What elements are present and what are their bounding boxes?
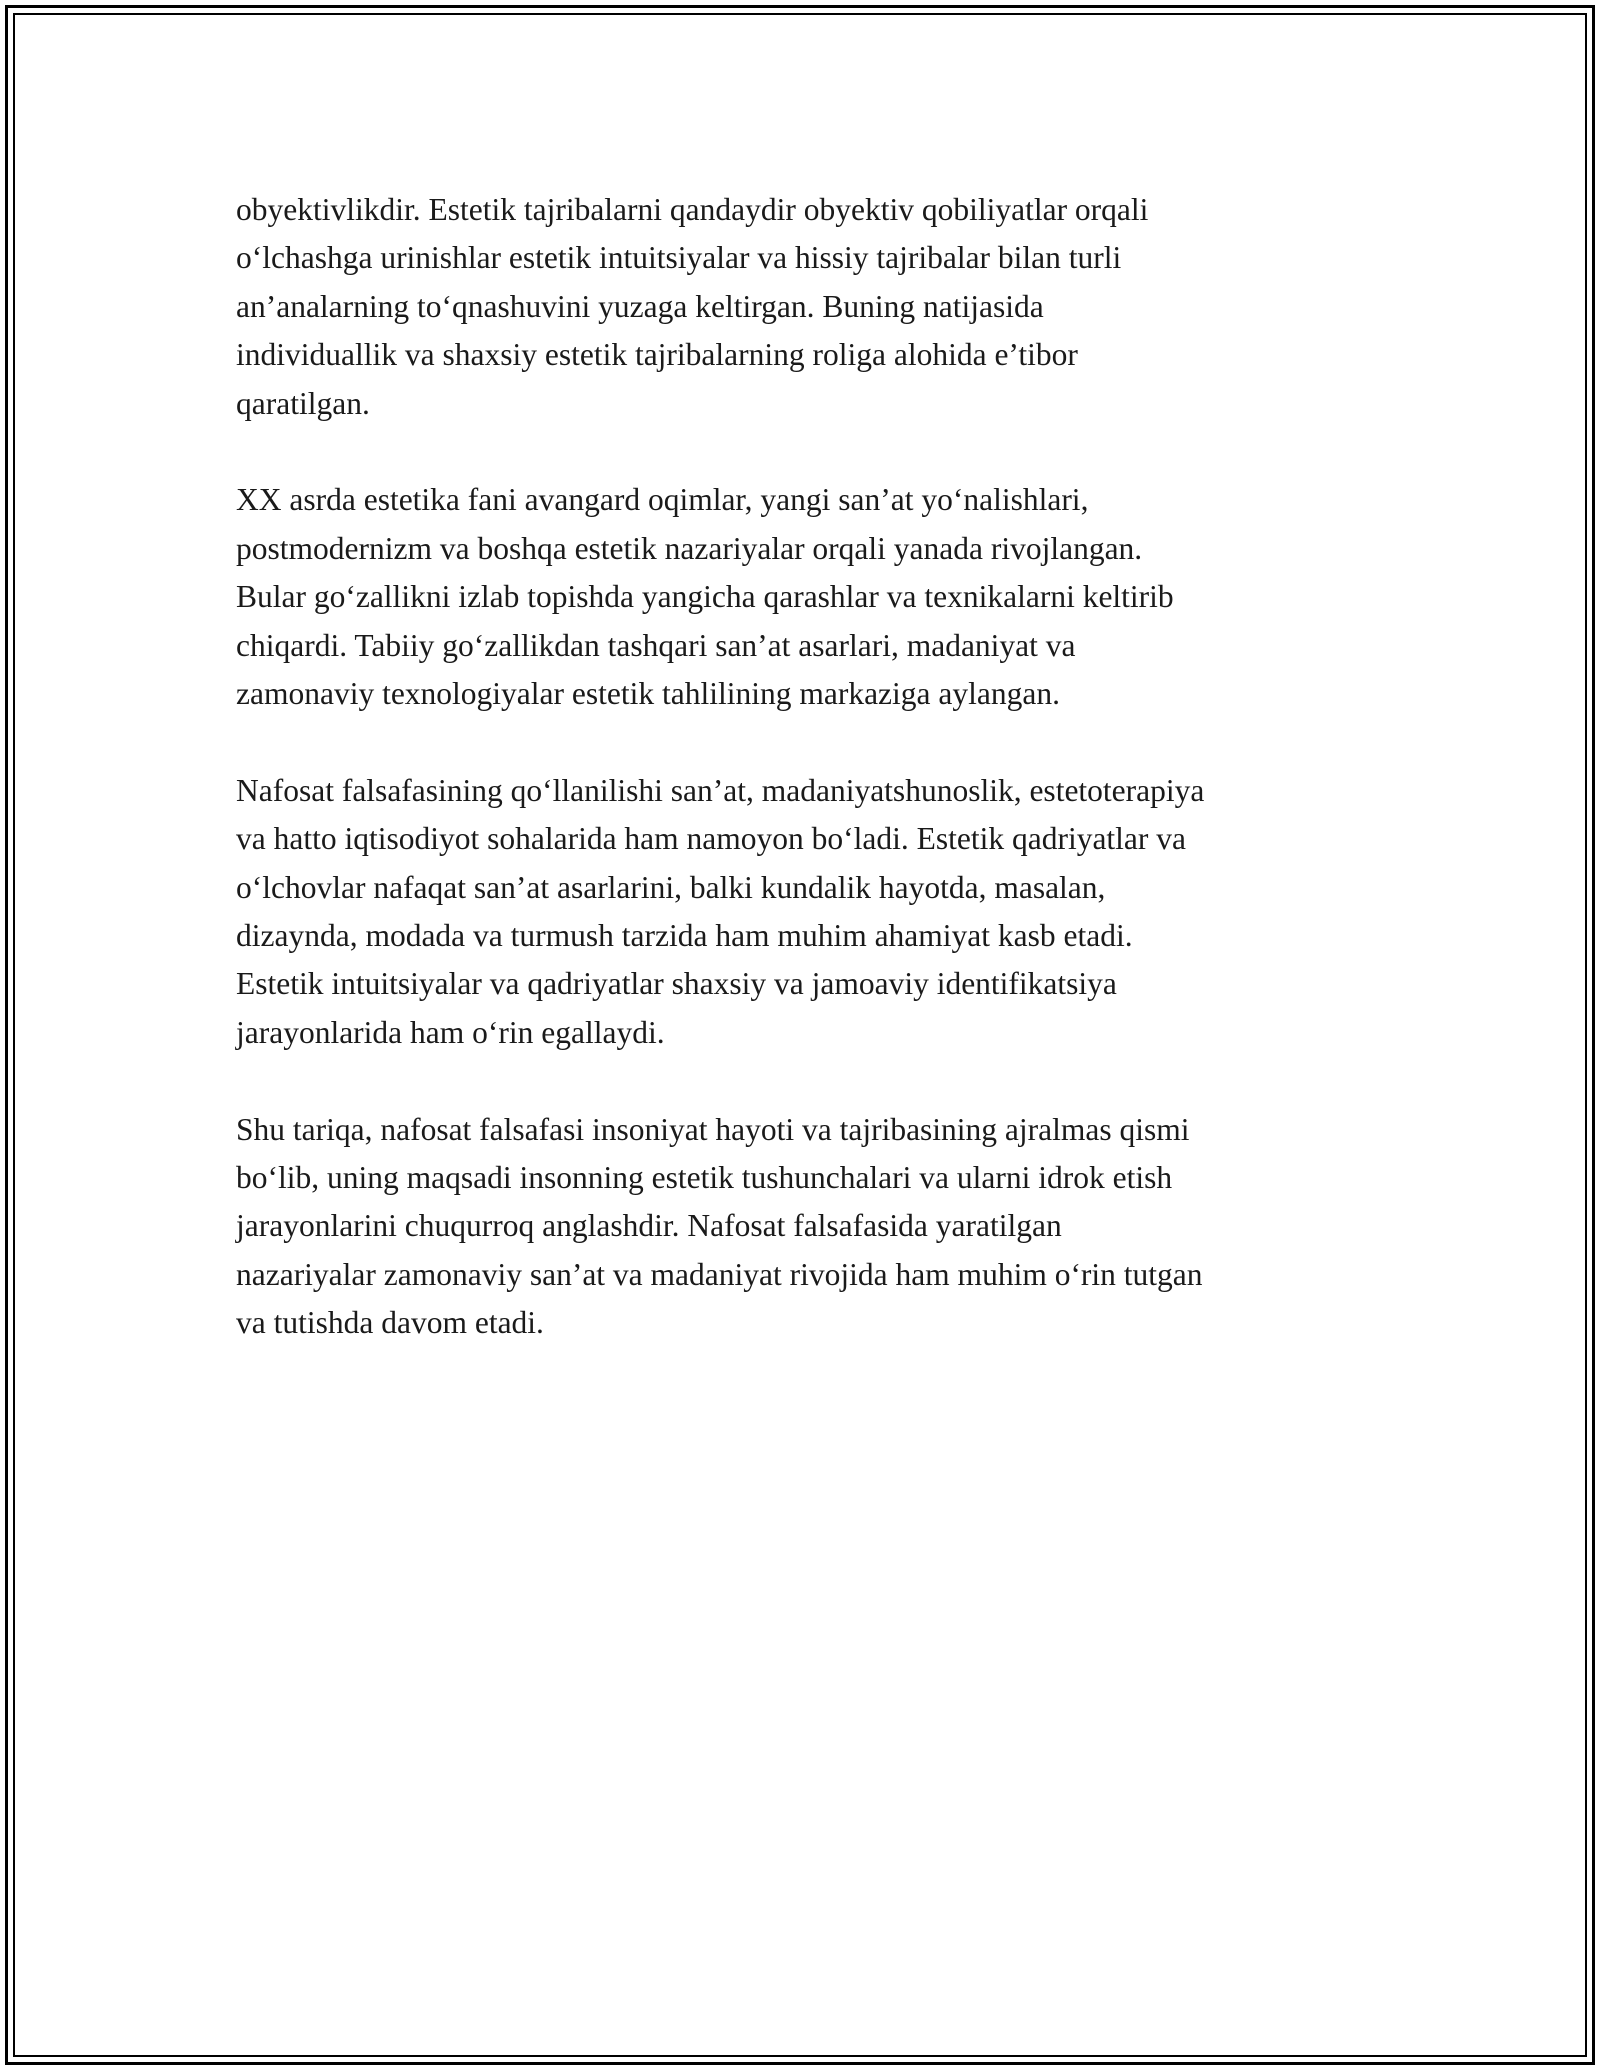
text-line: jarayonlarini chuqurroq anglashdir. Nafosat falsafasida yaratilgan <box>236 1208 1062 1244</box>
paragraph-4 <box>236 1106 1366 1348</box>
text-line: nazariyalar zamonaviy san’at va madaniyat rivojida ham muhim o‘rin tutgan <box>236 1256 1203 1292</box>
text-line: o‘lchovlar nafaqat san’at asarlarini, balki kundalik hayotda, masalan, <box>236 869 1106 905</box>
text-line: o‘lchashga urinishlar estetik intuitsiyalar va hissiy tajribalar bilan turli <box>236 240 1122 276</box>
text-line: XX asrda estetika fani avangard oqimlar, yangi san’at yo‘nalishlari, <box>236 482 1089 518</box>
text-line: Estetik intuitsiyalar va qadriyatlar shaxsiy va jamoaviy identifikatsiya <box>236 966 1117 1002</box>
text-line: postmodernizm va boshqa estetik nazariyalar orqali yanada rivojlangan. <box>236 530 1143 566</box>
text-line: zamonaviy texnologiyalar estetik tahlilining markaziga aylangan. <box>236 676 1060 712</box>
text-line: va tutishda davom etadi. <box>236 1305 544 1341</box>
text-line: dizaynda, modada va turmush tarzida ham muhim ahamiyat kasb etadi. <box>236 918 1133 954</box>
text-line: chiqardi. Tabiiy go‘zallikdan tashqari san’at asarlari, madaniyat va <box>236 627 1076 663</box>
paragraph-2 <box>236 476 1366 718</box>
text-line: jarayonlarida ham o‘rin egallaydi. <box>236 1014 665 1050</box>
text-line: Shu tariqa, nafosat falsafasi insoniyat hayoti va tajribasining ajralmas qismi <box>236 1111 1190 1147</box>
text-line: Bular go‘zallikni izlab topishda yangicha qarashlar va texnikalarni keltirib <box>236 579 1174 615</box>
text-line: an’analarning to‘qnashuvini yuzaga keltirgan. Buning natijasida <box>236 288 1044 324</box>
text-line: obyektivlikdir. Estetik tajribalarni qandaydir obyektiv qobiliyatlar orqali <box>236 192 1149 227</box>
document-body <box>236 186 1366 1396</box>
paragraph-3 <box>236 767 1366 1057</box>
text-line: bo‘lib, uning maqsadi insonning estetik tushunchalari va ularni idrok etish <box>236 1160 1173 1196</box>
text-line: Nafosat falsafasining qo‘llanilishi san’at, madaniyatshunoslik, estetoterapiya <box>236 772 1205 808</box>
text-line: individuallik va shaxsiy estetik tajribalarning roliga alohida e’tibor <box>236 337 1078 373</box>
text-line: qaratilgan. <box>236 385 370 421</box>
paragraph-1 <box>236 186 1366 428</box>
text-line: va hatto iqtisodiyot sohalarida ham namoyon bo‘ladi. Estetik qadriyatlar va <box>236 821 1187 857</box>
